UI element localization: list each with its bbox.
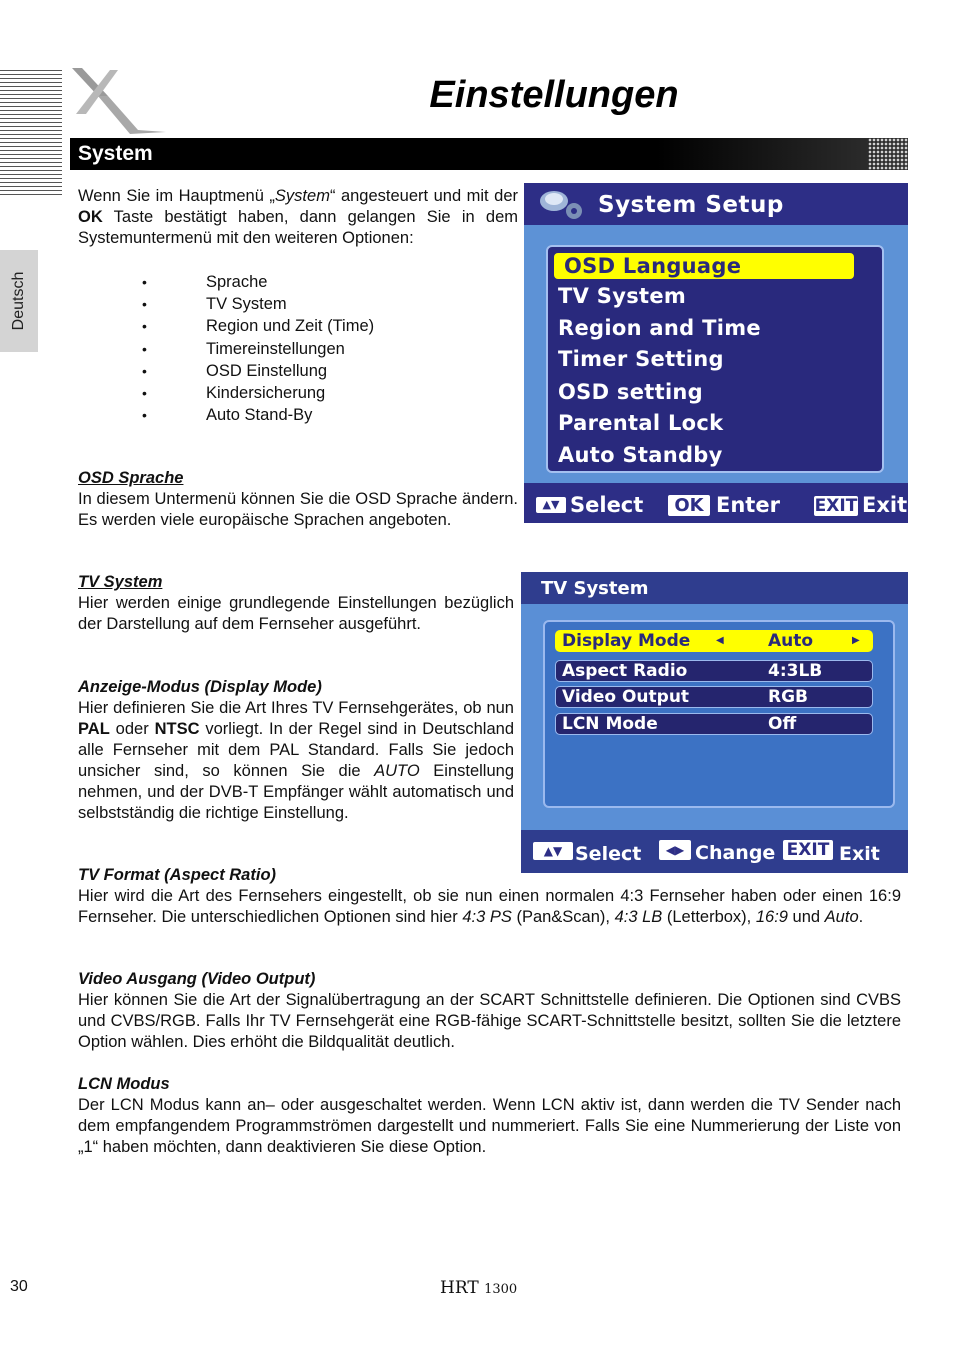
row-aspect-ratio[interactable]: Aspect Radio 4:3LB: [555, 660, 873, 682]
screen-footer: [524, 483, 908, 523]
menu-item-osd-setting[interactable]: OSD setting: [558, 380, 704, 404]
row-lcn-mode[interactable]: LCN Mode Off: [555, 713, 873, 735]
page-number: 30: [10, 1278, 28, 1295]
footer-exit: Exit: [862, 493, 908, 517]
footer-change: Change: [695, 842, 776, 864]
display-mode-text: Hier definieren Sie die Art Ihres TV Fernsehgerätes, ob nun PAL oder NTSC vorliegt. In der Regel sind in Deutschland alle Fernseher mit dem PAL Standard. Falls Sie jedoch unsicher sind, so können Sie die AUTO Einstellung nehmen, und der DVB-T Empfänger wählt automatisch und selbstständig die richtige Einstellung.: [78, 699, 514, 822]
exit-key: EXIT: [783, 840, 833, 860]
aspect-ratio-text: Hier wird die Art des Fernsehers eingestellt, ob sie nun einen normalen 4:3 Fernseher haben oder einen 16:9 Fernseher. Die unterschiedlichen Optionen sind hier 4:3 PS (Pan&Scan), 4:3 LB (Letterbox), 16:9 und Auto.: [78, 887, 901, 926]
footer-enter: Enter: [716, 493, 780, 517]
updown-arrows-icon: ▲▼: [536, 497, 566, 513]
options-list: [140, 271, 440, 426]
osd-sprache-heading: OSD Sprache: [78, 469, 184, 487]
section-header: [70, 138, 908, 170]
tv-system-text: Hier werden einige grundlegende Einstellungen bezüglich der Darstellung auf dem Fernseher ausgeführt.: [78, 594, 514, 633]
video-output-text: Hier können Sie die Art der Signalübertragung an der SCART Schnittstelle definieren. Die Optionen sind CVBS und CVBS/RGB. Falls Ihr TV Fernsehgerät eine RGB-fähige SCART-Schnittstelle besitzt, sollten Sie die letztere Option wählen. Dies erhöht die Bildqualität deutlich.: [78, 991, 901, 1051]
footer-select: Select: [575, 843, 642, 865]
page-title: Einstellungen: [429, 74, 679, 116]
row-video-output[interactable]: Video Output RGB: [555, 686, 873, 708]
screen-title: TV System: [541, 578, 649, 599]
list-item: • Auto Stand-By: [140, 404, 440, 426]
system-setup-screenshot: [524, 183, 908, 523]
list-item: • OSD Einstellung: [140, 360, 440, 382]
list-item: • Kindersicherung: [140, 382, 440, 404]
menu-item-parental-lock[interactable]: Parental Lock: [558, 411, 724, 435]
list-item: • TV System: [140, 293, 440, 315]
osd-sprache-text: In diesem Untermenü können Sie die OSD Sprache ändern. Es werden viele europäische Sprachen angeboten.: [78, 490, 518, 529]
menu-item-timer-setting[interactable]: Timer Setting: [558, 347, 724, 371]
ok-key: OK: [668, 495, 710, 516]
updown-arrows-icon: ▲▼: [533, 842, 573, 860]
display-mode-heading: Anzeige-Modus (Display Mode): [78, 678, 322, 696]
row-display-mode[interactable]: Display Mode ◀ Auto ▶: [555, 630, 873, 652]
lcn-heading: LCN Modus: [78, 1075, 170, 1093]
screen-footer: [521, 830, 908, 873]
menu-item-auto-standby[interactable]: Auto Standby: [558, 443, 723, 467]
section-title: System: [78, 142, 153, 165]
video-output-heading: Video Ausgang (Video Output): [78, 970, 316, 988]
language-tab: Deutsch: [0, 250, 38, 352]
arrow-left-icon: ◀: [716, 635, 724, 646]
tv-system-heading: TV System: [78, 573, 163, 591]
menu-item-tv-system[interactable]: TV System: [558, 284, 687, 308]
aspect-ratio-heading: TV Format (Aspect Ratio): [78, 866, 277, 884]
arrow-right-icon: ▶: [852, 635, 860, 646]
dot-pattern: [868, 138, 908, 170]
footer-select: Select: [570, 493, 644, 517]
list-item: • Sprache: [140, 271, 440, 293]
tv-system-screenshot: [521, 572, 908, 873]
intro-paragraph: Wenn Sie im Hauptmenü „System“ angesteuert und mit der OK Taste bestätigt haben, dann gelangen Sie in dem Systemuntermenü mit den weiteren Optionen:: [78, 187, 519, 247]
list-item: • Region und Zeit (Time): [140, 315, 440, 337]
brand-logo-icon: [68, 66, 168, 136]
lcn-text: Der LCN Modus kann an– oder ausgeschaltet werden. Wenn LCN aktiv ist, dann werden die TV Sender nach dem empfangendem Programmströmen dargestellt und nummeriert. Falls Sie eine Nummerierung der Liste von „1“ haben möchten, dann deaktivieren Sie diese Option.: [78, 1096, 901, 1156]
footer-exit: Exit: [839, 843, 880, 865]
exit-key: EXIT: [814, 496, 858, 516]
screen-title: System Setup: [598, 192, 784, 218]
menu-item-region-time[interactable]: Region and Time: [558, 316, 761, 340]
satellite-gear-icon: [536, 187, 586, 223]
model-name: HRT 1300: [440, 1278, 518, 1298]
edge-stripes: [0, 70, 62, 198]
leftright-arrows-icon: ◀▶: [659, 840, 691, 860]
menu-item-osd-language[interactable]: OSD Language: [554, 253, 854, 279]
list-item: • Timereinstellungen: [140, 338, 440, 360]
